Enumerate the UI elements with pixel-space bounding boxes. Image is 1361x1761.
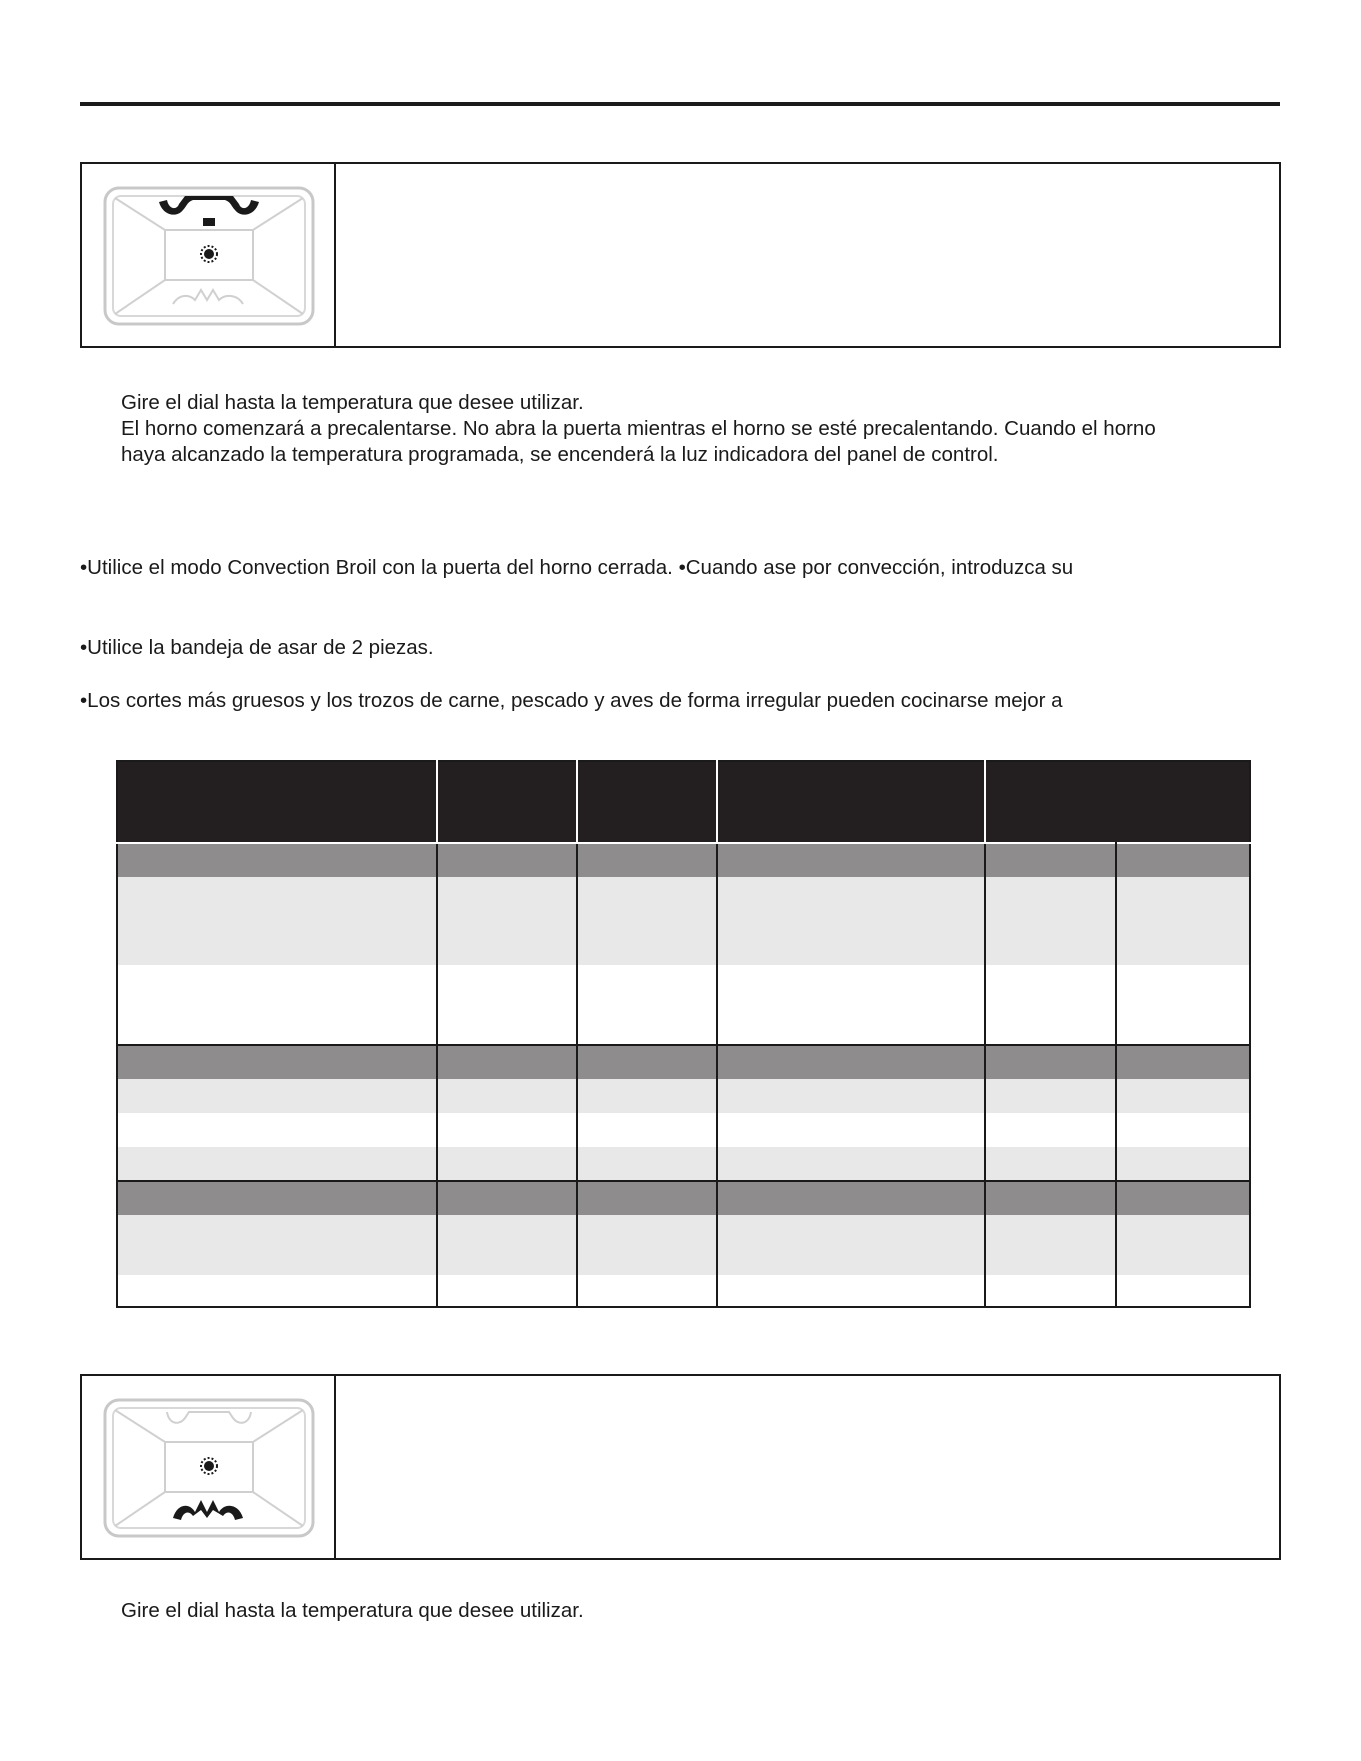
table-category-row: [117, 1181, 1250, 1215]
mode-box-convection-broil: [80, 162, 1281, 348]
mode-description: [352, 1390, 1259, 1544]
table-header: [577, 761, 717, 843]
step-text: Gire el dial hasta la temperatura que desee utilizar.: [121, 1599, 584, 1622]
step-text: El horno comenzará a precalentarse. No abra la puerta mientras el horno se esté precalentando. Cuando el horno: [121, 417, 1156, 440]
table-header: [117, 761, 437, 843]
mode-description: [352, 178, 1259, 332]
table-row: [117, 877, 1250, 965]
broil-guide-table: [116, 760, 1251, 1308]
table-category-row: [117, 1045, 1250, 1079]
convection-bake-oven-icon: [103, 1398, 315, 1538]
table-header: [985, 761, 1250, 843]
step-text: Gire el dial hasta la temperatura que desee utilizar.: [121, 391, 584, 414]
table-category-row: [117, 843, 1250, 877]
tip-text: •Utilice la bandeja de asar de 2 piezas.: [80, 636, 434, 659]
table-row: [117, 965, 1250, 1045]
mode-box-divider: [334, 1376, 336, 1558]
table-row: [117, 1079, 1250, 1113]
header-rule: [80, 102, 1280, 106]
table-header-row: [117, 761, 1250, 843]
table-row: [117, 1113, 1250, 1147]
step-text: haya alcanzado la temperatura programada, se encenderá la luz indicadora del panel de control.: [121, 443, 999, 466]
table-header: [437, 761, 577, 843]
tip-text: •Utilice el modo Convection Broil con la puerta del horno cerrada. •Cuando ase por convección, introduzca su: [80, 556, 1074, 579]
convection-broil-oven-icon: [103, 186, 315, 326]
table-row: [117, 1215, 1250, 1275]
mode-box-divider: [334, 164, 336, 346]
table-header: [717, 761, 985, 843]
table-row: [117, 1275, 1250, 1307]
tip-text: •Los cortes más gruesos y los trozos de carne, pescado y aves de forma irregular pueden cocinarse mejor a: [80, 689, 1063, 712]
mode-box-convection-bake: [80, 1374, 1281, 1560]
table-row: [117, 1147, 1250, 1181]
